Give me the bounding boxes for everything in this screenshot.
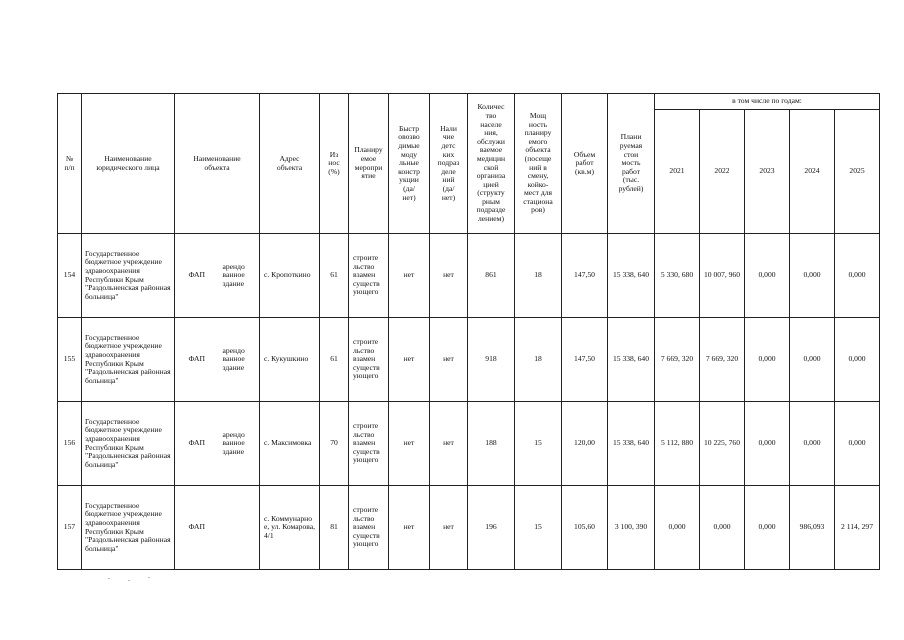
header-planned-event: Планиру емое меропри ятие xyxy=(349,94,389,234)
cell-2024: 986,093 xyxy=(790,486,835,570)
cell-object-status: арендо ванное здание xyxy=(219,318,260,402)
cell-2025: 0,000 xyxy=(835,318,880,402)
cell-object-type: ФАП xyxy=(175,318,219,402)
cell-2024: 0,000 xyxy=(790,318,835,402)
table-row xyxy=(58,234,880,318)
header-population: Количес тво населе ния, обслужи ваемое медицин ской организа цией (структу рным подразде лением) xyxy=(468,94,515,234)
cell-object-type: ФАП xyxy=(175,234,219,318)
cell-2023: 0,000 xyxy=(745,318,790,402)
cell-planned-cost: 3 100, 390 xyxy=(608,486,655,570)
scan-speck xyxy=(148,577,150,578)
header-year-2021: 2021 xyxy=(655,110,700,234)
cell-2021: 5 112, 880 xyxy=(655,402,700,486)
table-row xyxy=(58,486,880,570)
cell-2025: 0,000 xyxy=(835,234,880,318)
cell-2022: 10 225, 760 xyxy=(700,402,745,486)
cell-planned-cost: 15 338, 640 xyxy=(608,234,655,318)
cell-2021: 0,000 xyxy=(655,486,700,570)
cell-capacity: 15 xyxy=(515,402,562,486)
cell-legal-name: Государственное бюджетное учреждение здравоохранения Республики Крым "Раздольненская районная больница" xyxy=(82,402,175,486)
cell-volume: 120,00 xyxy=(562,402,608,486)
cell-planned-cost: 15 338, 640 xyxy=(608,318,655,402)
cell-modular: нет xyxy=(389,486,430,570)
cell-address: с. Коммунарно е, ул. Комарова, 4/1 xyxy=(260,486,320,570)
cell-num: 156 xyxy=(58,402,82,486)
cell-2022: 10 007, 960 xyxy=(700,234,745,318)
cell-2025: 0,000 xyxy=(835,402,880,486)
cell-object-type: ФАП xyxy=(175,486,219,570)
cell-object-status: арендо ванное здание xyxy=(219,402,260,486)
scan-speck xyxy=(128,580,130,581)
cell-num: 157 xyxy=(58,486,82,570)
cell-planned-event: строите льство взамен существ ующего xyxy=(349,318,389,402)
cell-num: 154 xyxy=(58,234,82,318)
cell-wear: 61 xyxy=(320,234,349,318)
cell-planned-event: строите льство взамен существ ующего xyxy=(349,486,389,570)
cell-population: 196 xyxy=(468,486,515,570)
header-year-2022: 2022 xyxy=(700,110,745,234)
cell-children-unit: нет xyxy=(430,318,468,402)
cell-modular: нет xyxy=(389,318,430,402)
table-row xyxy=(58,402,880,486)
cell-children-unit: нет xyxy=(430,234,468,318)
header-year-2023: 2023 xyxy=(745,110,790,234)
header-volume: Объем работ (кв.м) xyxy=(562,94,608,234)
header-by-years: в том числе по годам: xyxy=(655,94,880,110)
scan-speck xyxy=(108,578,110,579)
cell-population: 861 xyxy=(468,234,515,318)
header-wear: Из нос (%) xyxy=(320,94,349,234)
cell-population: 188 xyxy=(468,402,515,486)
cell-modular: нет xyxy=(389,402,430,486)
cell-object-status: арендо ванное здание xyxy=(219,234,260,318)
header-address: Адрес объекта xyxy=(260,94,320,234)
cell-2023: 0,000 xyxy=(745,486,790,570)
cell-legal-name: Государственное бюджетное учреждение здравоохранения Республики Крым "Раздольненская районная больница" xyxy=(82,234,175,318)
cell-2025: 2 114, 297 xyxy=(835,486,880,570)
cell-children-unit: нет xyxy=(430,486,468,570)
cell-2021: 7 669, 320 xyxy=(655,318,700,402)
cell-num: 155 xyxy=(58,318,82,402)
cell-2024: 0,000 xyxy=(790,234,835,318)
cell-population: 918 xyxy=(468,318,515,402)
cell-2021: 5 330, 680 xyxy=(655,234,700,318)
header-row-top xyxy=(58,94,880,110)
cell-address: с. Кукушкино xyxy=(260,318,320,402)
cell-planned-cost: 15 338, 640 xyxy=(608,402,655,486)
cell-planned-event: строите льство взамен существ ующего xyxy=(349,402,389,486)
cell-2023: 0,000 xyxy=(745,234,790,318)
header-num: № п/п xyxy=(58,94,82,234)
cell-modular: нет xyxy=(389,234,430,318)
cell-address: с. Кропоткино xyxy=(260,234,320,318)
cell-volume: 147,50 xyxy=(562,318,608,402)
header-year-2024: 2024 xyxy=(790,110,835,234)
cell-2022: 7 669, 320 xyxy=(700,318,745,402)
header-children-unit: Нали чие детс ких подраз деле ний (да/ нет) xyxy=(430,94,468,234)
header-object-name: Наименование объекта xyxy=(175,94,260,234)
planning-table xyxy=(57,93,880,570)
cell-capacity: 18 xyxy=(515,318,562,402)
cell-children-unit: нет xyxy=(430,402,468,486)
cell-legal-name: Государственное бюджетное учреждение здравоохранения Республики Крым "Раздольненская районная больница" xyxy=(82,318,175,402)
cell-address: с. Максимовка xyxy=(260,402,320,486)
header-planned-cost: Плани руемая стои мость работ (тыс. рублей) xyxy=(608,94,655,234)
cell-planned-event: строите льство взамен существ ующего xyxy=(349,234,389,318)
cell-2023: 0,000 xyxy=(745,402,790,486)
cell-wear: 70 xyxy=(320,402,349,486)
header-capacity: Мощ ность планиру емого объекта (посеще ний в смену, койко- мест для стациона ров) xyxy=(515,94,562,234)
cell-capacity: 15 xyxy=(515,486,562,570)
header-legal-name: Наименование юридического лица xyxy=(82,94,175,234)
cell-capacity: 18 xyxy=(515,234,562,318)
cell-2024: 0,000 xyxy=(790,402,835,486)
cell-2022: 0,000 xyxy=(700,486,745,570)
cell-legal-name: Государственное бюджетное учреждение здравоохранения Республики Крым "Раздольненская районная больница" xyxy=(82,486,175,570)
cell-volume: 147,50 xyxy=(562,234,608,318)
table-row xyxy=(58,318,880,402)
header-year-2025: 2025 xyxy=(835,110,880,234)
cell-wear: 81 xyxy=(320,486,349,570)
cell-wear: 61 xyxy=(320,318,349,402)
cell-object-type: ФАП xyxy=(175,402,219,486)
cell-object-status xyxy=(219,486,260,570)
cell-volume: 105,60 xyxy=(562,486,608,570)
header-modular: Быстр овозво димые моду льные констр укции (да/ нет) xyxy=(389,94,430,234)
